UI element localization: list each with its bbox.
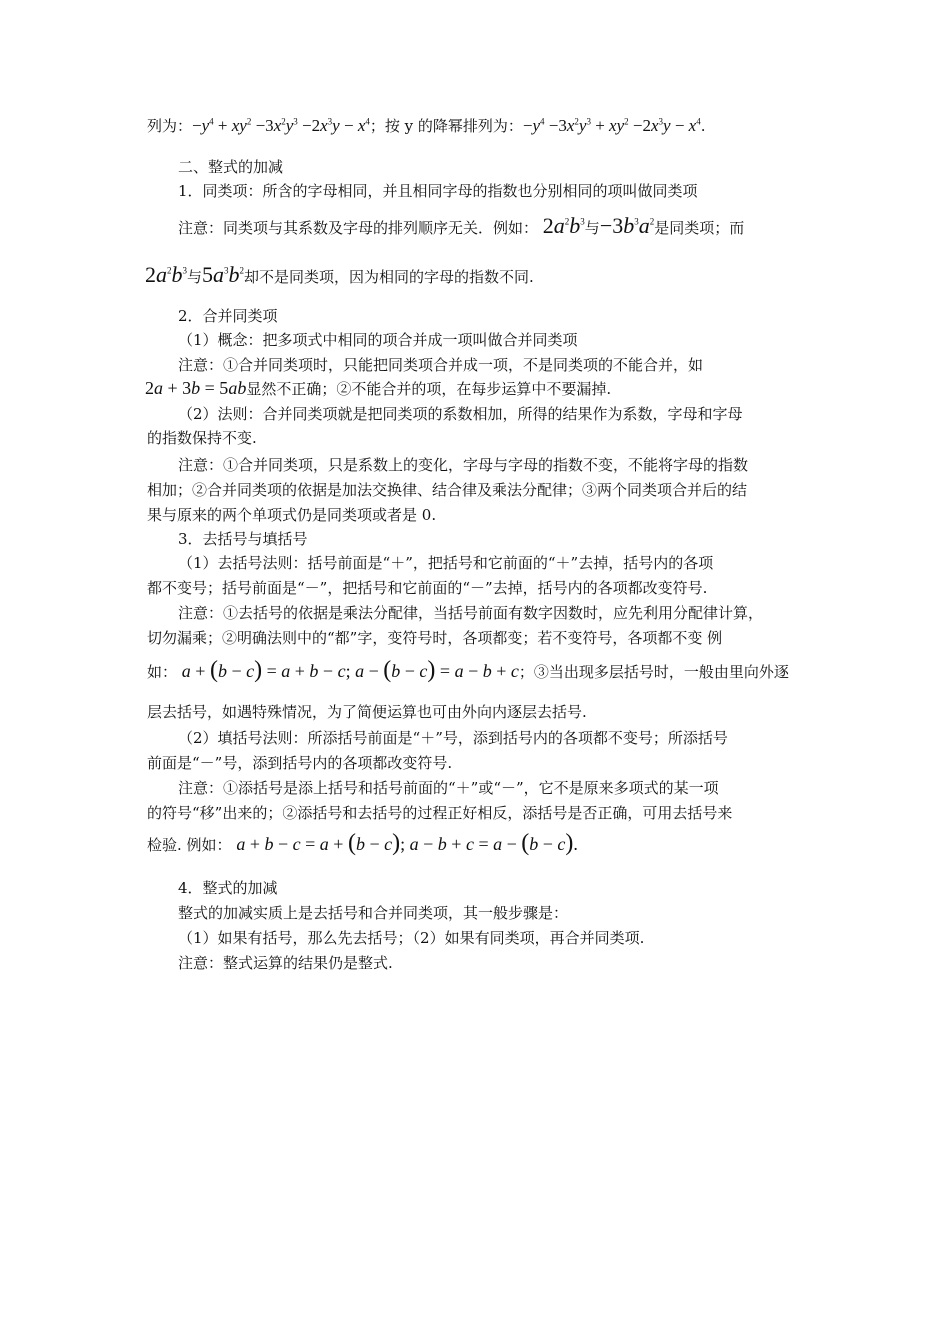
text-line-4	[178, 213, 745, 238]
text-line-17: 都不变号；括号前面是“－”，把括号和它前面的“－”去掉，括号内的各项都改变符号.	[147, 579, 708, 597]
subheading-add-subtract: 4．整式的加减	[178, 879, 278, 897]
text-span: 如：	[147, 663, 178, 681]
subheading-brackets: 3．去括号与填括号	[178, 530, 308, 548]
text-span: 检验. 例如：	[147, 836, 232, 854]
text-span: 与	[584, 219, 600, 237]
text-line-18: 注意：①去括号的依据是乘法分配律，当括号前面有数字因数时，应先利用分配律计算，	[178, 604, 764, 622]
math-5a3b2: $5a^3b^2$	[202, 262, 245, 287]
math-neg3b3a2: $-3b^3a^2$	[599, 213, 655, 238]
text-line-7: （1）概念：把多项式中相同的项合并成一项叫做合并同类项	[178, 331, 578, 349]
subheading-merge: 2．合并同类项	[178, 307, 278, 325]
text-line-1	[147, 116, 706, 136]
text-span: 注意：同类项与其系数及字母的排列顺序无关．例如：	[178, 219, 539, 237]
math-remove-brackets-example: a + (b − c) = a + b − c; a − (b − c) = a − b + c	[181, 657, 519, 683]
math-2a2b3-b: $2a^2b^3$	[145, 262, 187, 287]
text-line-13: 相加；②合并同类项的依据是加法交换律、结合律及乘法分配律；③两个同类项合并后的结	[147, 481, 748, 499]
text-line-22: （2）填括号法则：所添括号前面是“＋”号，添到括号内的各项都不变号；所添括号	[178, 729, 728, 747]
text-line-25: 的符号“移”出来的；②添括号和去括号的过程正好相反，添括号是否正确，可用去括号来	[147, 804, 733, 822]
text-span: 列为：	[147, 117, 193, 135]
polynomial-y-descending: $-y^4 -3x^2y^3 + xy^2 -2x^3y - x^4$	[522, 116, 701, 135]
text-span: ；③当出现多层括号时，一般由里向外逐	[518, 663, 789, 681]
text-line-19: 切勿漏乘；②明确法则中的“都”字，变符号时，各项都变；若不变符号，各项都不变 例	[147, 629, 723, 647]
text-line-20	[147, 657, 789, 683]
text-line-23: 前面是“－”号，添到括号内的各项都改变符号.	[147, 754, 453, 772]
text-line-29: （1）如果有括号，那么先去括号；（2）如果有同类项，再合并同类项.	[178, 929, 645, 947]
text-span: 是同类项；而	[654, 219, 745, 237]
text-line-3: 1．同类项：所含的字母相同，并且相同字母的指数也分别相同的项叫做同类项	[178, 182, 698, 200]
text-line-24: 注意：①添括号是添上括号和括号前面的“＋”或“－”，它不是原来多项式的某一项	[178, 779, 719, 797]
text-span: 却不是同类项，因为相同的字母的指数不同.	[244, 268, 534, 286]
text-line-9	[145, 378, 611, 399]
polynomial-x-descending: $-y^4 + xy^2 -3x^2y^3 -2x^3y - x^4$	[192, 116, 370, 135]
text-line-11: 的指数保持不变.	[147, 429, 257, 447]
text-line-26	[147, 830, 578, 856]
text-line-14: 果与原来的两个单项式仍是同类项或者是 0.	[147, 506, 437, 524]
math-2a2b3: $2a^2b^3$	[542, 213, 585, 238]
text-span: .	[700, 117, 706, 135]
text-line-12: 注意：①合并同类项，只是系数上的变化，字母与字母的指数不变，不能将字母的指数	[178, 456, 749, 474]
math-add-brackets-example: a + b − c = a + (b − c); a − b + c = a − (b − c).	[236, 830, 578, 856]
text-line-28: 整式的加减实质上是去括号和合并同类项，其一般步骤是：	[178, 904, 569, 922]
math-2a-3b-5ab: 2a + 3b = 5ab	[145, 378, 247, 398]
text-span: 显然不正确；②不能合并的项，在每步运算中不要漏掉.	[246, 380, 612, 398]
text-line-8: 注意：①合并同类项时，只能把同类项合并成一项，不是同类项的不能合并，如	[178, 356, 704, 374]
text-line-10: （2）法则：合并同类项就是把同类项的系数相加，所得的结果作为系数，字母和字母	[178, 405, 743, 423]
text-line-5	[145, 262, 534, 287]
text-line-30: 注意：整式运算的结果仍是整式.	[178, 954, 393, 972]
text-line-16: （1）去括号法则：括号前面是“＋”，把括号和它前面的“＋”去掉，括号内的各项	[178, 554, 714, 572]
text-span: ；按 y 的降幂排列为：	[369, 117, 523, 135]
text-span: 与	[187, 268, 203, 286]
text-line-21: 层去括号，如遇特殊情况，为了简便运算也可由外向内逐层去括号.	[147, 703, 587, 721]
section-heading-2: 二、整式的加减	[178, 158, 284, 176]
